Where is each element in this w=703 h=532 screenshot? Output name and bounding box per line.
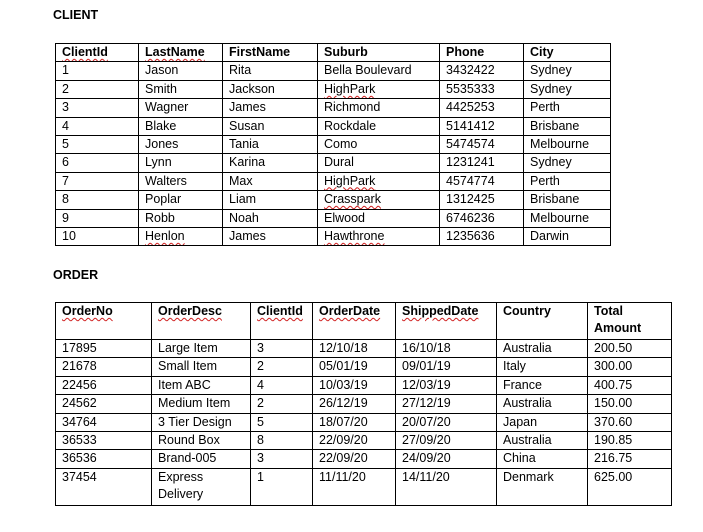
table-cell [313,431,396,449]
cell-text: Sydney [530,63,572,78]
cell-text: 11/11/20 [319,469,366,484]
cell-text: Blake [145,118,177,133]
cell-text: 8 [62,192,69,207]
cell-text: James [229,100,266,115]
table-cell [497,340,588,358]
table-row [56,135,611,153]
table-cell [139,154,223,172]
table-cell [396,413,497,431]
table-cell [396,431,497,449]
cell-text: HighPark [324,173,376,188]
table-cell [588,450,672,468]
table-cell [588,395,672,413]
table-cell [56,227,139,245]
table-cell [223,154,318,172]
table-cell [139,227,223,245]
cell-text: Brisbane [530,192,580,207]
client-heading: CLIENT [53,8,99,22]
order-heading: ORDER [53,268,99,282]
table-cell [313,450,396,468]
table-cell [223,99,318,117]
cell-text: Lynn [145,155,172,170]
cell-text: 5474574 [446,136,495,151]
table-row [56,117,611,135]
cell-text: Australia [503,341,552,355]
table-cell [396,395,497,413]
table-cell [318,209,440,227]
table-cell [139,135,223,153]
cell-text: 2 [62,81,69,96]
cell-text: 5141412 [446,118,495,133]
cell-text: Round Box [158,432,220,447]
cell-text: 3 [257,341,264,355]
cell-text: Bella Boulevard [324,63,412,78]
cell-text: Jones [145,136,179,151]
cell-text: France [503,377,542,392]
table-cell [56,135,139,153]
cell-text: Hawthrone [324,228,385,243]
table-cell [588,340,672,358]
cell-text: 5 [62,136,69,151]
cell-text: Brand-005 [158,451,217,466]
table-cell [313,468,396,505]
table-cell [440,99,524,117]
cell-text: 17895 [62,341,97,355]
table-cell [497,395,588,413]
table-cell [524,99,611,117]
table-row [56,227,611,245]
cell-text: 34764 [62,414,97,429]
table-cell [313,395,396,413]
table-row [56,340,672,358]
cell-text: Japan [503,414,538,429]
table-cell [396,468,497,505]
table-cell [524,191,611,209]
table-row [56,413,672,431]
cell-text: 22/09/20 [319,432,368,447]
table-cell [440,191,524,209]
table-cell [524,227,611,245]
table-cell [56,431,152,449]
cell-text: 6 [62,155,69,170]
table-cell [497,468,588,505]
table-cell [497,413,588,431]
table-cell [524,117,611,135]
table-cell [152,450,251,468]
cell-text: 1 [62,63,69,78]
table-cell [56,172,139,190]
cell-text: 21678 [62,359,97,374]
table-cell [223,227,318,245]
table-cell [223,191,318,209]
cell-text: Liam [229,192,257,207]
table-cell [56,450,152,468]
table-cell [440,154,524,172]
table-cell [318,117,440,135]
table-cell [588,413,672,431]
table-cell [313,340,396,358]
cell-text: 1235636 [446,228,495,243]
cell-text: James [229,228,266,243]
table-cell [251,358,313,376]
client-table [55,43,611,246]
table-cell [223,209,318,227]
cell-text: Robb [145,210,175,225]
cell-text: 4425253 [446,100,495,115]
cell-text: Wagner [145,100,189,115]
cell-text: Elwood [324,210,365,225]
cell-text: 26/12/19 [319,396,368,411]
table-cell [524,209,611,227]
table-cell [588,358,672,376]
order-header-row [56,303,672,340]
cell-text: 3432422 [446,63,495,78]
table-cell [396,358,497,376]
cell-text: Tania [229,136,259,151]
cell-text: Como [324,136,358,151]
table-cell [152,395,251,413]
cell-text: Melbourne [530,210,590,225]
cell-text: 12/10/18 [319,341,368,355]
cell-text: Walters [145,173,187,188]
table-row [56,99,611,117]
table-cell [56,117,139,135]
table-cell [56,191,139,209]
cell-text: 5535333 [446,81,495,96]
cell-text: 4574774 [446,173,495,188]
client-header-row [56,44,611,62]
table-cell [56,358,152,376]
table-cell [524,80,611,98]
cell-text: 10 [62,228,76,243]
cell-text: 16/10/18 [402,341,451,355]
table-cell [524,172,611,190]
column-header: Suburb [318,44,440,62]
cell-text: 10/03/19 [319,377,368,392]
table-cell [251,468,313,505]
column-header: OrderDate [313,303,396,340]
column-header: OrderNo [56,303,152,340]
table-cell [440,62,524,80]
table-cell [56,468,152,505]
table-row [56,191,611,209]
cell-text: 200.50 [594,341,633,355]
table-cell [152,413,251,431]
table-cell [396,340,497,358]
table-cell [56,376,152,394]
table-row [56,172,611,190]
table-cell [497,358,588,376]
column-header: ShippedDate [396,303,497,340]
cell-text: 18/07/20 [319,414,368,429]
table-cell [318,99,440,117]
table-cell [152,468,251,505]
table-cell [318,80,440,98]
cell-text: 36536 [62,451,97,466]
table-cell [440,80,524,98]
cell-text: 05/01/19 [319,359,368,374]
cell-text: Express Delivery [158,469,204,501]
cell-text: 3 Tier Design [158,414,232,429]
table-row [56,62,611,80]
cell-text: 1 [257,469,264,484]
cell-text: 09/01/19 [402,359,451,374]
table-cell [152,340,251,358]
table-cell [524,154,611,172]
cell-text: 150.00 [594,396,633,411]
table-cell [56,413,152,431]
column-header: LastName [139,44,223,62]
table-cell [588,376,672,394]
cell-text: 14/11/20 [402,469,450,484]
table-cell [139,191,223,209]
cell-text: Jackson [229,81,275,96]
table-row [56,395,672,413]
column-header: OrderDesc [152,303,251,340]
cell-text: Sydney [530,155,572,170]
cell-text: 190.85 [594,432,633,447]
cell-text: HighPark [324,81,376,96]
cell-text: 22/09/20 [319,451,368,466]
table-cell [223,135,318,153]
table-cell [251,376,313,394]
cell-text: 4 [257,377,264,392]
table-cell [251,413,313,431]
cell-text: 625.00 [594,469,633,484]
cell-text: Noah [229,210,259,225]
cell-text: Richmond [324,100,381,115]
table-cell [56,395,152,413]
cell-text: Item ABC [158,377,211,392]
table-cell [440,209,524,227]
cell-text: Italy [503,359,526,374]
cell-text: Karina [229,155,266,170]
cell-text: 12/03/19 [402,377,451,392]
table-cell [223,80,318,98]
table-cell [313,413,396,431]
cell-text: Rita [229,63,252,78]
cell-text: Sydney [530,81,572,96]
cell-text: 216.75 [594,451,633,466]
table-row [56,358,672,376]
cell-text: Australia [503,432,552,447]
cell-text: 37454 [62,469,97,484]
table-cell [396,376,497,394]
table-cell [318,154,440,172]
table-cell [251,431,313,449]
table-cell [152,376,251,394]
table-cell [318,227,440,245]
cell-text: China [503,451,536,466]
cell-text: Jason [145,63,179,78]
cell-text: 370.60 [594,414,633,429]
table-cell [56,154,139,172]
table-cell [139,80,223,98]
column-header: Phone [440,44,524,62]
table-cell [152,431,251,449]
cell-text: Poplar [145,192,182,207]
table-row [56,450,672,468]
cell-text: Smith [145,81,177,96]
table-cell [139,117,223,135]
cell-text: 24562 [62,396,97,411]
cell-text: Henlon [145,228,185,243]
table-cell [318,191,440,209]
column-header: Country [497,303,588,340]
table-cell [139,172,223,190]
cell-text: Crasspark [324,192,381,207]
table-cell [497,431,588,449]
cell-text: Melbourne [530,136,590,151]
table-cell [524,62,611,80]
cell-text: Australia [503,396,552,411]
table-row [56,431,672,449]
cell-text: 1312425 [446,192,495,207]
table-cell [497,450,588,468]
cell-text: 27/09/20 [402,432,451,447]
table-cell [56,80,139,98]
table-row [56,376,672,394]
table-row [56,154,611,172]
table-cell [139,62,223,80]
cell-text: 3 [257,451,264,466]
table-row [56,468,672,505]
table-cell [56,62,139,80]
cell-text: Small Item [158,359,218,374]
cell-text: 5 [257,414,264,429]
cell-text: 4 [62,118,69,133]
table-cell [318,172,440,190]
cell-text: Medium Item [158,396,231,411]
table-cell [588,431,672,449]
cell-text: 2 [257,359,264,374]
cell-text: 300.00 [594,359,633,374]
cell-text: 7 [62,173,69,188]
table-cell [251,450,313,468]
column-header: Total Amount [588,303,672,340]
cell-text: 36533 [62,432,97,447]
cell-text: Large Item [158,341,218,355]
cell-text: Brisbane [530,118,580,133]
column-header: FirstName [223,44,318,62]
column-header: ClientId [56,44,139,62]
order-table [55,302,672,506]
cell-text: 9 [62,210,69,225]
cell-text: Susan [229,118,265,133]
table-cell [251,395,313,413]
table-row [56,80,611,98]
cell-text: Denmark [503,469,554,484]
table-cell [223,172,318,190]
table-cell [440,172,524,190]
table-cell [318,135,440,153]
table-cell [56,99,139,117]
cell-text: 400.75 [594,377,633,392]
table-cell [497,376,588,394]
table-cell [524,135,611,153]
table-cell [440,117,524,135]
cell-text: Darwin [530,228,569,243]
column-header: ClientId [251,303,313,340]
cell-text: 8 [257,432,264,447]
cell-text: 22456 [62,377,97,392]
table-cell [139,99,223,117]
cell-text: Max [229,173,253,188]
cell-text: 2 [257,396,264,411]
cell-text: 1231241 [446,155,495,170]
table-cell [56,209,139,227]
cell-text: 6746236 [446,210,495,225]
table-cell [313,376,396,394]
cell-text: Perth [530,173,560,188]
table-row [56,209,611,227]
table-cell [251,340,313,358]
cell-text: Rockdale [324,118,377,133]
cell-text: 24/09/20 [402,451,451,466]
table-cell [223,62,318,80]
cell-text: 27/12/19 [402,396,451,411]
column-header: City [524,44,611,62]
table-cell [318,62,440,80]
table-cell [313,358,396,376]
cell-text: 20/07/20 [402,414,451,429]
table-cell [588,468,672,505]
cell-text: Perth [530,100,560,115]
table-cell [440,227,524,245]
table-cell [56,340,152,358]
cell-text: 3 [62,100,69,115]
cell-text: Dural [324,155,354,170]
table-cell [396,450,497,468]
table-cell [223,117,318,135]
table-cell [440,135,524,153]
table-cell [139,209,223,227]
table-cell [152,358,251,376]
